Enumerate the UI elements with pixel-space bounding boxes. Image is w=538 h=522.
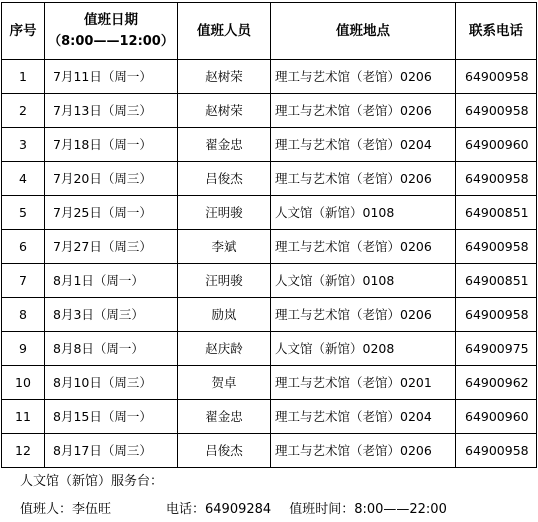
cell-person: 赵庆龄 (178, 332, 271, 366)
table-row (2, 94, 537, 128)
table-row (2, 128, 537, 162)
cell-no: 1 (2, 60, 45, 94)
cell-place: 理工与艺术馆（老馆）0204 (271, 128, 456, 162)
cell-person: 贺卓 (178, 366, 271, 400)
cell-person: 李斌 (178, 230, 271, 264)
phone-text: 电话：64909284 (166, 502, 272, 517)
cell-place: 理工与艺术馆（老馆）0206 (271, 434, 456, 468)
cell-date: 8月8日（周一） (45, 332, 178, 366)
cell-date: 8月15日（周一） (45, 400, 178, 434)
cell-person: 励岚 (178, 298, 271, 332)
cell-phone: 64900962 (456, 366, 537, 400)
cell-date: 7月11日（周一） (45, 60, 178, 94)
cell-date: 8月3日（周三） (45, 298, 178, 332)
header-date-time: （8:00——12:00） (48, 34, 174, 50)
cell-date: 7月27日（周三） (45, 230, 178, 264)
cell-phone: 64900958 (456, 298, 537, 332)
cell-phone: 64900960 (456, 128, 537, 162)
table-row (2, 298, 537, 332)
cell-no: 6 (2, 230, 45, 264)
table-row (2, 60, 537, 94)
cell-place: 理工与艺术馆（老馆）0206 (271, 60, 456, 94)
cell-person: 翟金忠 (178, 400, 271, 434)
table-row (2, 264, 537, 298)
cell-date: 7月13日（周三） (45, 94, 178, 128)
header-person: 值班人员 (178, 3, 271, 60)
table-row (2, 162, 537, 196)
hours-text: 值班时间：8:00——22:00 (289, 502, 447, 517)
cell-person: 汪明骏 (178, 264, 271, 298)
cell-person: 汪明骏 (178, 196, 271, 230)
cell-place: 人文馆（新馆）0108 (271, 196, 456, 230)
header-date (45, 3, 178, 60)
cell-no: 2 (2, 94, 45, 128)
cell-date: 7月20日（周三） (45, 162, 178, 196)
duty-schedule-table (1, 2, 537, 468)
cell-place: 理工与艺术馆（老馆）0201 (271, 366, 456, 400)
cell-phone: 64900958 (456, 94, 537, 128)
table-row (2, 196, 537, 230)
cell-place: 理工与艺术馆（老馆）0206 (271, 298, 456, 332)
header-no: 序号 (2, 3, 45, 60)
table-row (2, 230, 537, 264)
cell-no: 5 (2, 196, 45, 230)
cell-person: 赵树荣 (178, 60, 271, 94)
cell-place: 理工与艺术馆（老馆）0206 (271, 230, 456, 264)
cell-phone: 64900851 (456, 264, 537, 298)
header-date-label: 值班日期 (84, 12, 138, 29)
cell-phone: 64900958 (456, 60, 537, 94)
cell-phone: 64900975 (456, 332, 537, 366)
duty-person-text: 值班人：李伍旺 (20, 502, 112, 517)
cell-date: 8月10日（周三） (45, 366, 178, 400)
cell-person: 吕俊杰 (178, 434, 271, 468)
cell-no: 3 (2, 128, 45, 162)
header-place: 值班地点 (271, 3, 456, 60)
cell-no: 10 (2, 366, 45, 400)
cell-person: 赵树荣 (178, 94, 271, 128)
service-desk-label: 人文馆（新馆）服务台： (20, 474, 164, 489)
cell-no: 9 (2, 332, 45, 366)
header-phone: 联系电话 (456, 3, 537, 60)
cell-phone: 64900958 (456, 162, 537, 196)
cell-date: 7月25日（周一） (45, 196, 178, 230)
table-row (2, 332, 537, 366)
cell-no: 12 (2, 434, 45, 468)
table-row (2, 400, 537, 434)
header-row (2, 3, 537, 60)
cell-place: 理工与艺术馆（老馆）0206 (271, 94, 456, 128)
cell-phone: 64900958 (456, 434, 537, 468)
cell-place: 人文馆（新馆）0208 (271, 332, 456, 366)
cell-no: 8 (2, 298, 45, 332)
cell-phone: 64900851 (456, 196, 537, 230)
cell-date: 8月17日（周三） (45, 434, 178, 468)
cell-date: 8月1日（周一） (45, 264, 178, 298)
cell-phone: 64900958 (456, 230, 537, 264)
cell-no: 4 (2, 162, 45, 196)
cell-phone: 64900960 (456, 400, 537, 434)
cell-no: 11 (2, 400, 45, 434)
table-row (2, 434, 537, 468)
cell-person: 吕俊杰 (178, 162, 271, 196)
service-desk-info (20, 498, 447, 517)
cell-date: 7月18日（周一） (45, 128, 178, 162)
cell-no: 7 (2, 264, 45, 298)
cell-place: 人文馆（新馆）0108 (271, 264, 456, 298)
cell-person: 翟金忠 (178, 128, 271, 162)
table-row (2, 366, 537, 400)
cell-place: 理工与艺术馆（老馆）0206 (271, 162, 456, 196)
cell-place: 理工与艺术馆（老馆）0204 (271, 400, 456, 434)
